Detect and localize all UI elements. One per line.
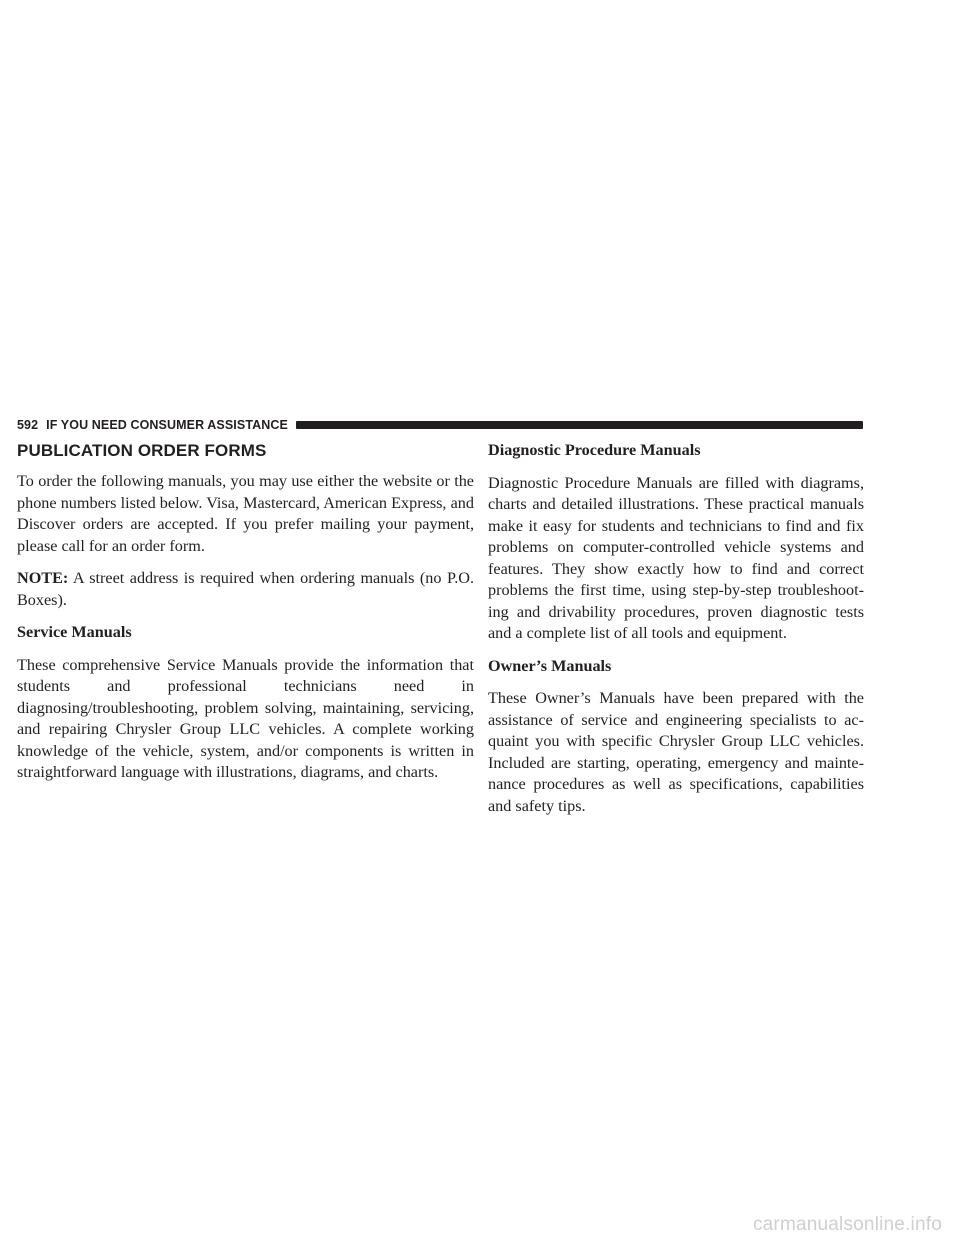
watermark-text: carmanualsonline.info <box>752 1214 942 1235</box>
diagnostic-manuals-paragraph: Diagnostic Procedure Manuals are filled with diagrams, charts and detailed illustrations. These practical manuals make it easy for students and technicians to find and fix problems on computer-controlled vehicle systems and features. They show exactly how to find and correct problems the first time, using step-by-step troubleshooting and drivability procedures, proven diagnostic tests and a complete list of all tools and equipment. <box>488 473 864 642</box>
intro-paragraph: To order the following manuals, you may use either the website or the phone numbers listed below. Visa, Mastercard, American Express, and Discover orders are accepted. If you prefer mailing your payment, please call for an order form. <box>17 472 474 555</box>
note-paragraph <box>17 568 474 611</box>
header-rule <box>296 421 863 429</box>
note-label: NOTE: <box>17 569 69 587</box>
section-title: IF YOU NEED CONSUMER ASSISTANCE <box>46 418 288 432</box>
left-column <box>17 440 474 795</box>
owners-manuals-heading: Owner’s Manuals <box>488 656 612 675</box>
page-number: 592 <box>17 418 39 432</box>
running-header <box>17 418 863 432</box>
service-manuals-heading: Service Manuals <box>17 623 132 641</box>
diagnostic-manuals-heading: Diagnostic Procedure Manuals <box>488 441 701 459</box>
note-text: A street address is required when ordering manuals (no P.O. Boxes). <box>17 569 474 609</box>
right-column <box>488 440 864 828</box>
service-manuals-paragraph: These comprehensive Service Manuals provide the information that students and professional technicians need in diagnosing/troubleshooting, problem solving, maintaining, servicing, and repairing Chrysler Group LLC vehicles. A complete working knowledge of the vehicle, system, and/or components is written in straightforward language with illustrations, diagrams, and charts. <box>17 655 474 781</box>
page-heading: PUBLICATION ORDER FORMS <box>17 441 267 460</box>
owners-manuals-paragraph: These Owner’s Manuals have been prepared with the assistance of service and engineering specialists to acquaint you with specific Chrysler Group LLC vehicles. Included are starting, operating, emergency and maintenance procedures as well as specifications, capabilities and safety tips. <box>488 689 864 815</box>
